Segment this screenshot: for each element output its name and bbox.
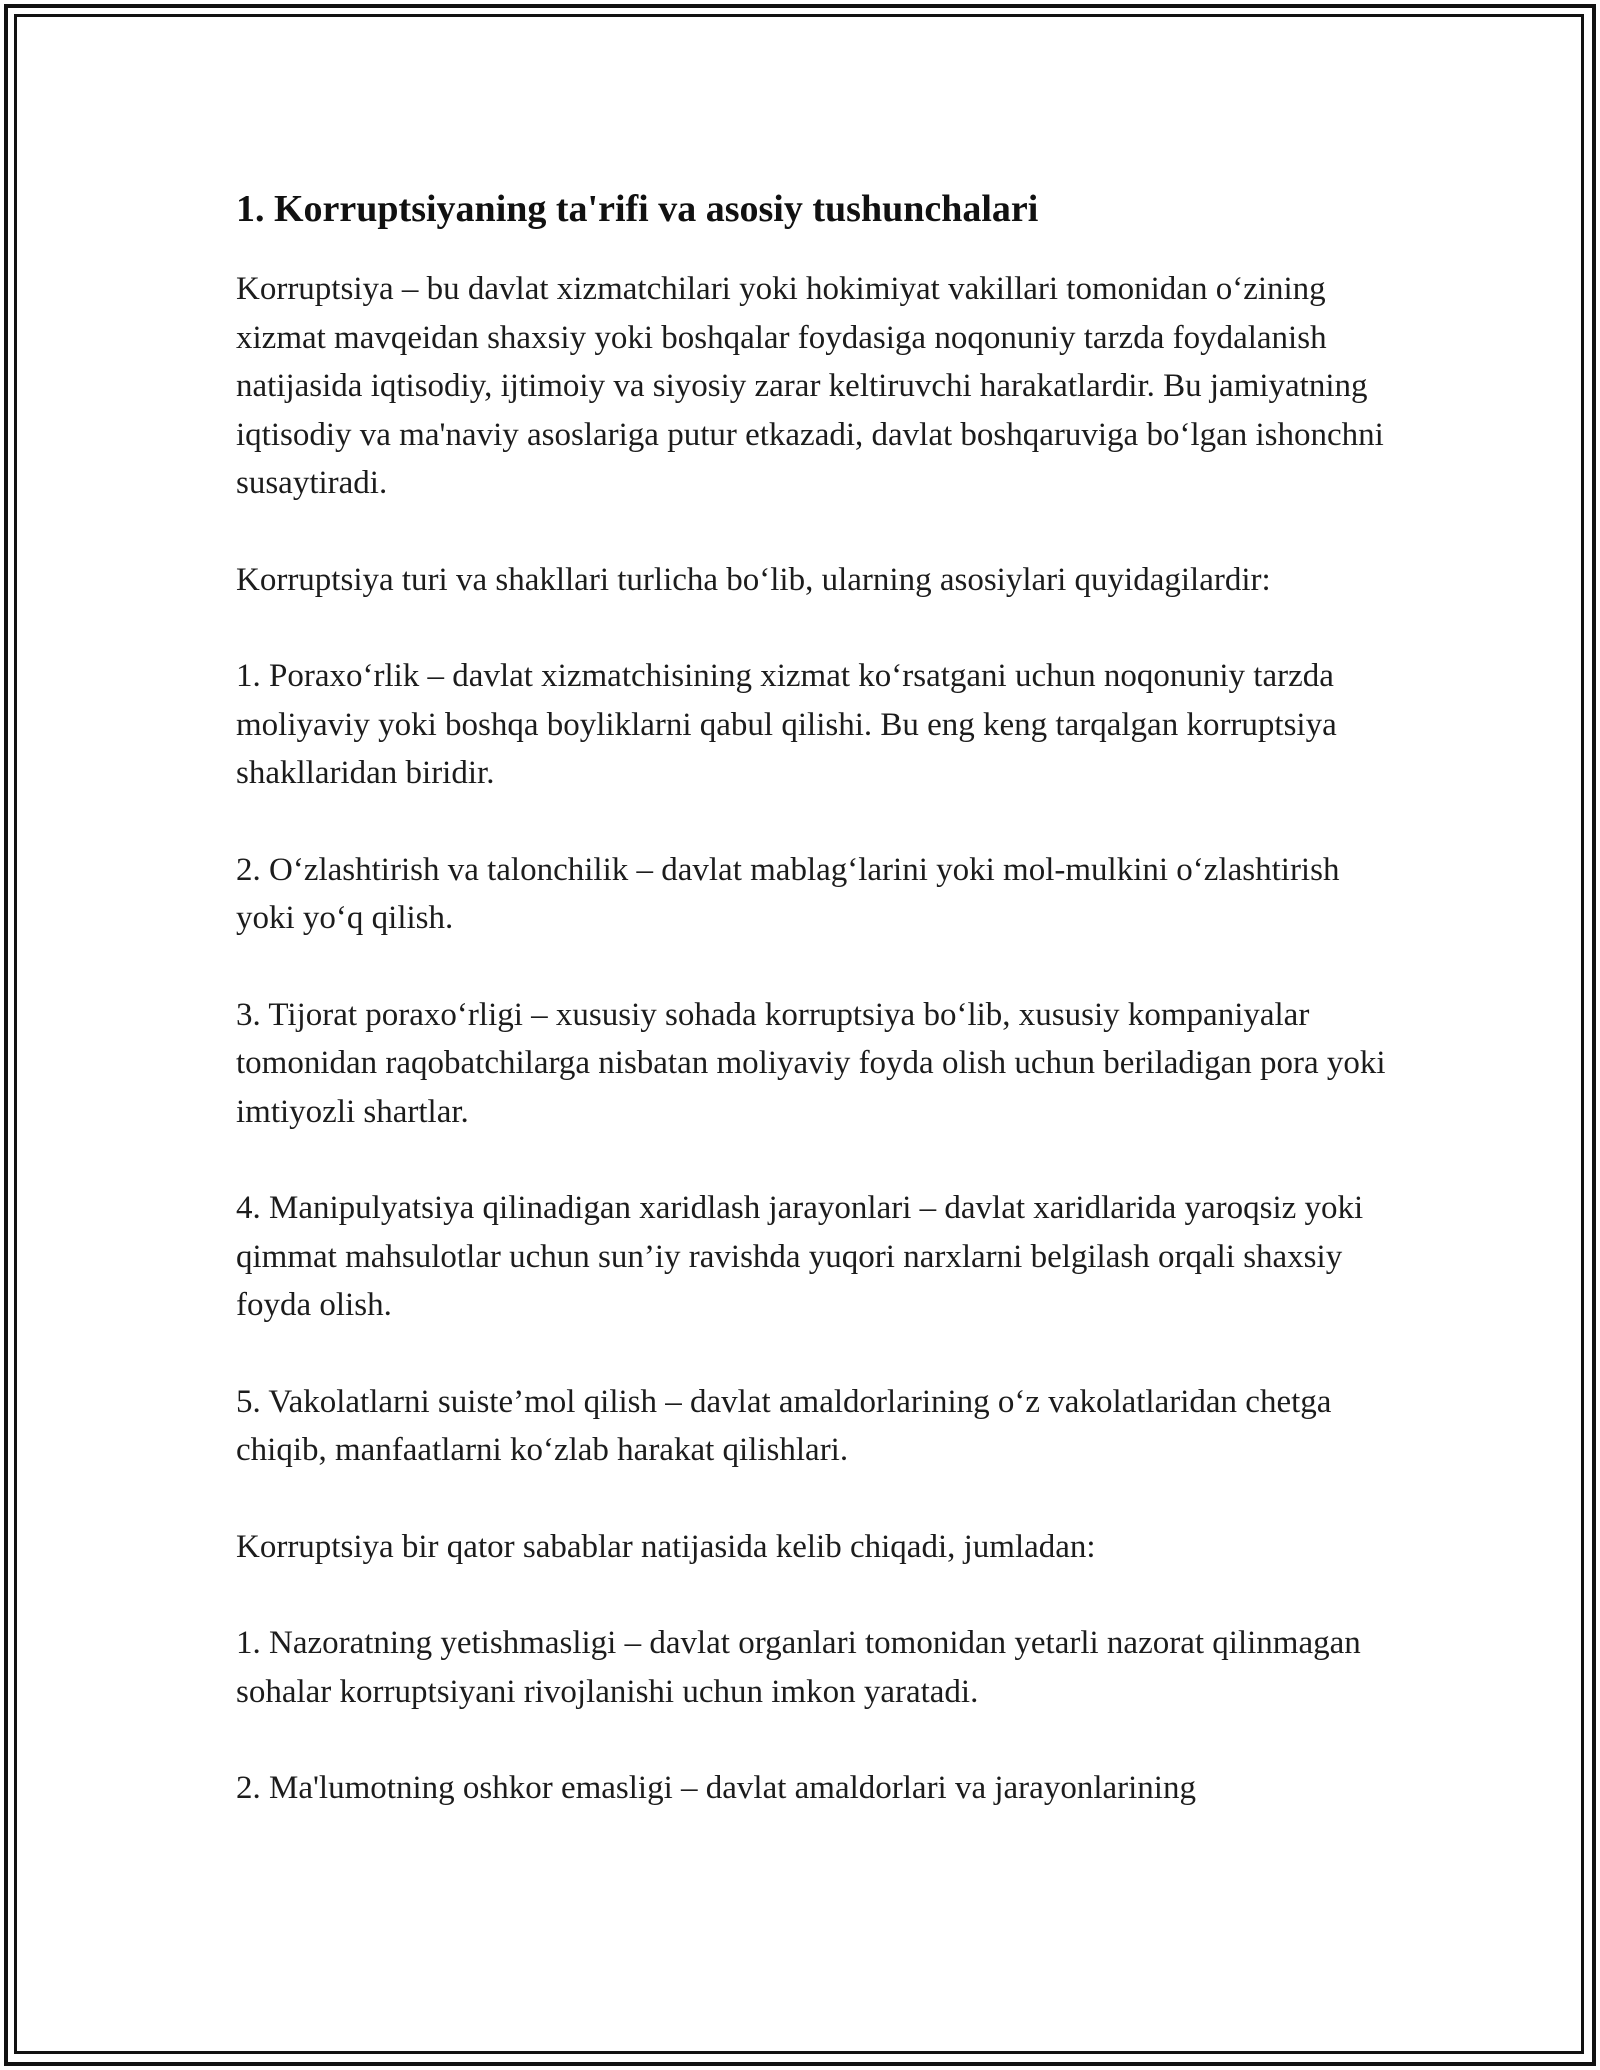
list-item-lack-of-control: 1. Nazoratning yetishmasligi – davlat organlari tomonidan yetarli nazorat qilinmagan sohalar korruptsiyani rivojlanishi uchun imkon yaratadi.	[236, 1625, 1361, 1710]
document-body	[236, 183, 1386, 1861]
paragraph-types-intro: Korruptsiya turi va shakllari turlicha bo‘lib, ularning asosiylari quyidagilardir:	[236, 561, 1271, 598]
list-item-abuse-of-power: 5. Vakolatlarni suiste’mol qilish – davlat amaldorlarining o‘z vakolatlaridan chetga chiqib, manfaatlarni ko‘zlab harakat qilishlari.	[236, 1383, 1332, 1468]
list-item-embezzlement: 2. O‘zlashtirish va talonchilik – davlat mablag‘larini yoki mol-mulkini o‘zlashtirish yoki yo‘q qilish.	[236, 851, 1340, 936]
paragraph-definition: Korruptsiya – bu davlat xizmatchilari yoki hokimiyat vakillari tomonidan o‘zining xizmat mavqeidan shaxsiy yoki boshqalar foydasiga noqonuniy tarzda foydalanish natijasida iqtisodiy, ijtimoiy va siyosiy zarar keltiruvchi harakatlardir. Bu jamiyatning iqtisodiy va ma'naviy asoslariga putur etkazadi, davlat boshqaruviga bo‘lgan ishonchni susaytiradi.	[236, 271, 1384, 501]
paragraph-causes-intro: Korruptsiya bir qator sabablar natijasida kelib chiqadi, jumladan:	[236, 1528, 1096, 1565]
list-item-bribery: 1. Poraxo‘rlik – davlat xizmatchisining xizmat ko‘rsatgani uchun noqonuniy tarzda moliyaviy yoki boshqa boyliklarni qabul qilishi. Bu eng keng tarqalgan korruptsiya shakllaridan biridir.	[236, 658, 1337, 791]
list-item-commercial-bribery: 3. Tijorat poraxo‘rligi – xususiy sohada korruptsiya bo‘lib, xususiy kompaniyalar tomonidan raqobatchilarga nisbatan moliyaviy foyda olish uchun beriladigan pora yoki imtiyozli shartlar.	[236, 996, 1386, 1130]
section-heading: 1. Korruptsiyaning ta'rifi va asosiy tushunchalari	[236, 188, 1039, 230]
list-item-lack-of-transparency: 2. Ma'lumotning oshkor emasligi – davlat amaldorlari va jarayonlarining	[236, 1770, 1196, 1806]
list-item-procurement-manipulation: 4. Manipulyatsiya qilinadigan xaridlash jarayonlari – davlat xaridlarida yaroqsiz yoki qimmat mahsulotlar uchun sun’iy ravishda yuqori narxlarni belgilash orqali shaxsiy foyda olish.	[236, 1190, 1364, 1323]
